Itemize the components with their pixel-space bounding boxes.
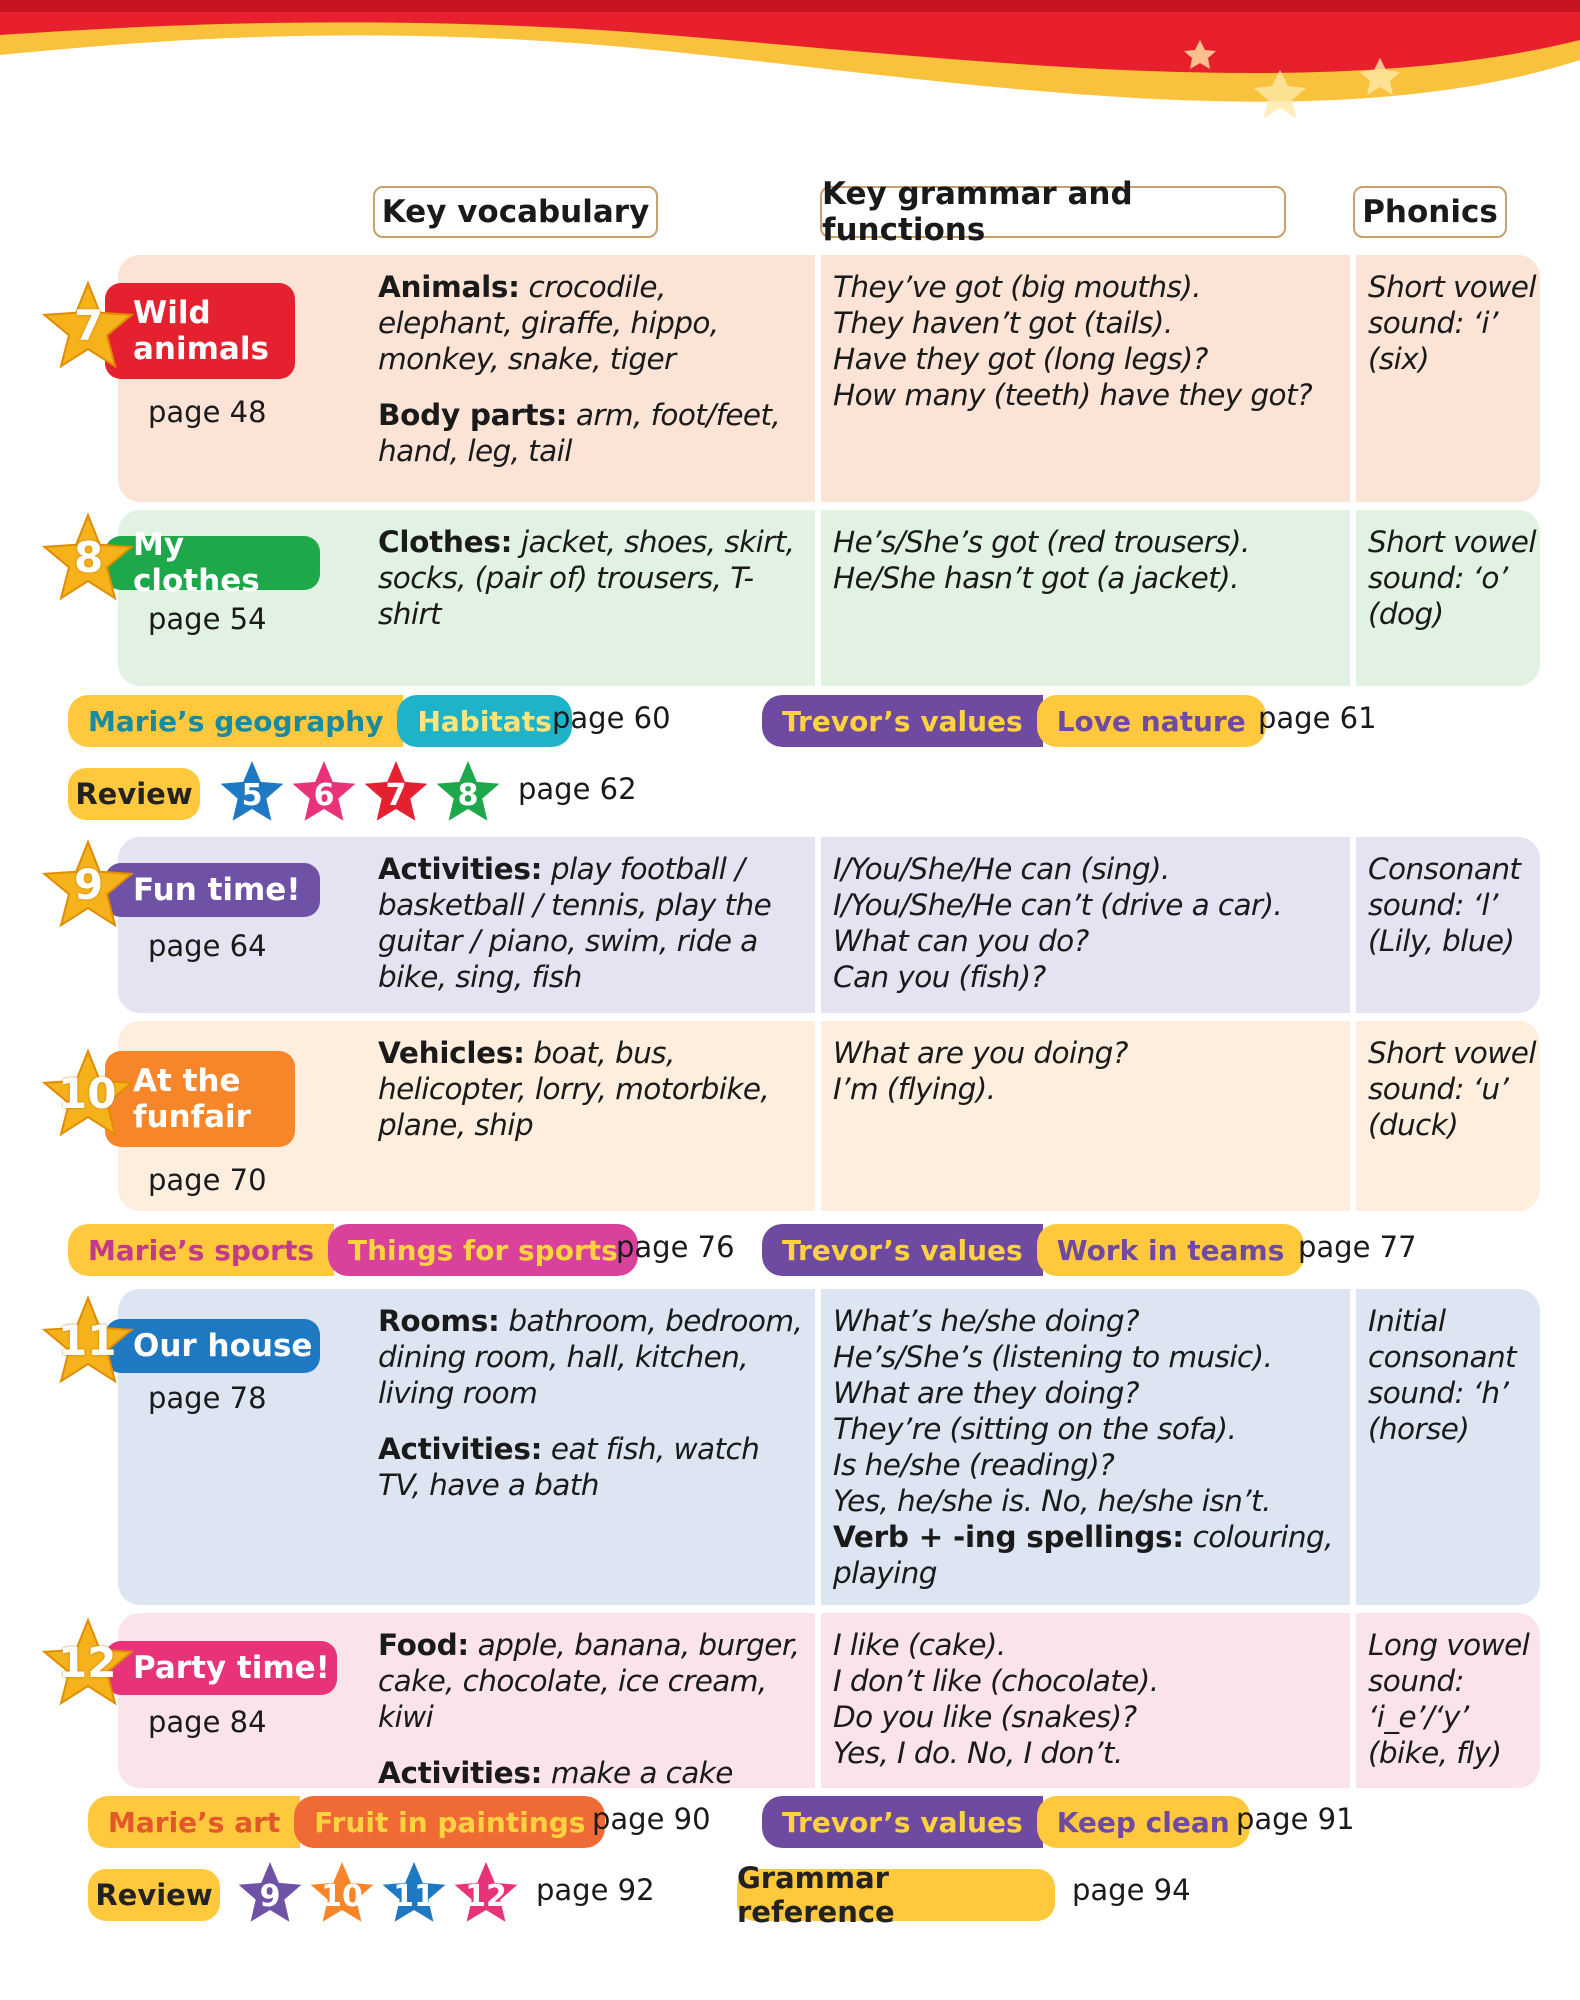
extra-lesson-strip[interactable]	[68, 695, 572, 747]
extra-lesson-strip[interactable]	[762, 1796, 1250, 1848]
grammar-line: Have they got (long legs)?	[833, 342, 1208, 376]
key-grammar-cell	[833, 1035, 1341, 1107]
vocab-entry	[378, 524, 808, 632]
review-unit-star-icon	[380, 1859, 448, 1927]
vocab-entry	[378, 1755, 808, 1791]
grammar-line: Yes, he/she is. No, he/she isn’t.	[833, 1484, 1271, 1518]
review-unit-number: 11	[393, 1879, 435, 1914]
grammar-extra	[833, 1519, 1341, 1591]
phonics-line: consonant	[1368, 1340, 1517, 1374]
grammar-line: I/You/She/He can (sing).	[833, 852, 1170, 886]
review-unit-number: 8	[457, 778, 479, 813]
unit-title-line: funfair	[133, 1099, 251, 1135]
review-unit-number: 12	[465, 1879, 507, 1914]
vocab-label: Rooms:	[378, 1304, 500, 1338]
grammar-line: He/She hasn’t got (a jacket).	[833, 561, 1239, 595]
column-divider	[815, 1021, 821, 1211]
unit-number: 9	[74, 860, 104, 909]
column-divider	[1350, 837, 1356, 1013]
strip-title: Marie’s sports	[68, 1224, 334, 1276]
key-vocabulary-cell	[378, 524, 808, 632]
unit-number: 10	[58, 1069, 117, 1118]
phonics-line: sound: ‘u’	[1368, 1072, 1509, 1106]
vocab-entry	[378, 269, 808, 377]
column-divider	[815, 1289, 821, 1605]
grammar-line: How many (teeth) have they got?	[833, 378, 1313, 412]
grammar-line: They haven’t got (tails).	[833, 306, 1173, 340]
grammar-line: I don’t like (chocolate).	[833, 1664, 1159, 1698]
vocab-entry	[378, 1035, 808, 1143]
phonics-line: Short vowel	[1368, 525, 1536, 559]
review-unit-number: 9	[259, 1879, 281, 1914]
extra-lesson-strip[interactable]	[88, 1796, 605, 1848]
review-unit-star-icon	[452, 1859, 520, 1927]
phonics-line: Long vowel	[1368, 1628, 1530, 1662]
strip-page-number[interactable]: page 60	[552, 701, 671, 735]
vocab-words: bathroom, bedroom, dining room, hall, kitchen, living room	[378, 1304, 803, 1410]
unit-page-number[interactable]: page 84	[148, 1705, 267, 1739]
strip-page-number[interactable]: page 61	[1258, 701, 1377, 735]
grammar-line: What’s he/she doing?	[833, 1304, 1140, 1338]
review-unit-number: 7	[385, 778, 407, 813]
unit-title-line: Party time!	[133, 1650, 330, 1686]
key-grammar-cell	[833, 269, 1341, 413]
vocab-entry	[378, 1431, 808, 1503]
grammar-line: I’m (flying).	[833, 1072, 996, 1106]
spacer	[378, 377, 808, 397]
spacer	[378, 1411, 808, 1431]
strip-title: Trevor’s values	[762, 1796, 1043, 1848]
unit-number: 11	[58, 1316, 117, 1365]
review-unit-number: 6	[313, 778, 335, 813]
phonics-line: sound: ‘h’	[1368, 1376, 1509, 1410]
unit-page-number[interactable]: page 48	[148, 395, 267, 429]
header-phonics: Phonics	[1353, 186, 1507, 238]
grammar-line: Yes, I do. No, I don’t.	[833, 1736, 1123, 1770]
phonics-line: (Lily, blue)	[1368, 924, 1515, 958]
phonics-line: sound: ‘l’	[1368, 888, 1498, 922]
extra-lesson-strip[interactable]	[68, 1224, 638, 1276]
unit-title-line: At the	[133, 1063, 241, 1099]
phonics-line: (dog)	[1368, 597, 1444, 631]
phonics-line: (duck)	[1368, 1108, 1459, 1142]
column-divider	[1350, 1289, 1356, 1605]
phonics-line: (bike, fly)	[1368, 1736, 1502, 1770]
key-vocabulary-cell	[378, 1627, 808, 1791]
vocab-label: Vehicles:	[378, 1036, 525, 1070]
phonics-cell	[1368, 1627, 1540, 1771]
vocab-words: make a cake	[542, 1756, 733, 1790]
column-divider	[815, 255, 821, 502]
column-divider	[1350, 255, 1356, 502]
grammar-line: I like (cake).	[833, 1628, 1006, 1662]
review-unit-star-icon	[308, 1859, 376, 1927]
strip-topic: Keep clean	[1037, 1796, 1250, 1848]
review-unit-star-icon	[236, 1859, 304, 1927]
vocab-words: arm, foot/feet, hand, leg, tail	[378, 398, 781, 468]
vocab-label: Food:	[378, 1628, 469, 1662]
strip-topic: Work in teams	[1037, 1224, 1305, 1276]
unit-title-pill[interactable]	[105, 863, 320, 917]
phonics-cell	[1368, 851, 1540, 959]
phonics-line: Short vowel	[1368, 270, 1536, 304]
grammar-reference-page-number[interactable]: page 94	[1072, 1873, 1191, 1907]
vocab-words: play football / basketball / tennis, play the guitar / piano, swim, ride a bike, sing, fish	[378, 852, 772, 994]
review-unit-number: 5	[241, 778, 263, 813]
spacer	[378, 1735, 808, 1755]
grammar-line: They’re (sitting on the sofa).	[833, 1412, 1237, 1446]
vocab-words: apple, banana, burger, cake, chocolate, ice cream, kiwi	[378, 1628, 800, 1734]
vocab-label: Animals:	[378, 270, 520, 304]
strip-title: Marie’s art	[88, 1796, 300, 1848]
vocab-words: crocodile, elephant, giraffe, hippo, monkey, snake, tiger	[378, 270, 719, 376]
unit-title-line: animals	[133, 331, 269, 367]
review-button[interactable]: Review	[68, 768, 200, 820]
review-unit-star-icon	[290, 758, 358, 826]
grammar-line: He’s/She’s got (red trousers).	[833, 525, 1250, 559]
key-grammar-cell	[833, 1303, 1341, 1591]
vocab-label: Clothes:	[378, 525, 513, 559]
unit-title-line: Fun time!	[133, 872, 301, 908]
grammar-line: They’ve got (big mouths).	[833, 270, 1201, 304]
vocab-words: eat fish, watch TV, have a bath	[378, 1432, 760, 1502]
strip-title: Trevor’s values	[762, 695, 1043, 747]
strip-topic: Fruit in paintings	[294, 1796, 605, 1848]
phonics-cell	[1368, 524, 1540, 632]
phonics-line: sound: ‘o’	[1368, 561, 1508, 595]
unit-title-line: My clothes	[133, 527, 260, 599]
header-key-grammar: Key grammar and functions	[820, 186, 1286, 238]
review-page-number[interactable]: page 62	[518, 772, 637, 806]
column-divider	[1350, 1613, 1356, 1788]
phonics-line: sound:	[1368, 1664, 1464, 1698]
key-vocabulary-cell	[378, 1303, 808, 1503]
grammar-extra-text: colouring, playing	[833, 1520, 1333, 1590]
vocab-label: Activities:	[378, 852, 543, 886]
unit-title-pill[interactable]	[105, 1319, 320, 1373]
strip-page-number[interactable]: page 90	[592, 1802, 711, 1836]
column-divider	[815, 837, 821, 1013]
key-grammar-cell	[833, 524, 1341, 596]
unit-page-number[interactable]: page 78	[148, 1381, 267, 1415]
unit-title-pill[interactable]	[105, 527, 320, 599]
unit-title-pill[interactable]	[105, 1641, 337, 1695]
key-grammar-cell	[833, 1627, 1341, 1771]
phonics-cell	[1368, 1035, 1540, 1143]
grammar-line: What are you doing?	[833, 1036, 1128, 1070]
vocab-label: Activities:	[378, 1756, 543, 1790]
grammar-line: I/You/She/He can’t (drive a car).	[833, 888, 1283, 922]
strip-page-number[interactable]: page 91	[1236, 1802, 1355, 1836]
strip-topic: Things for sports	[328, 1224, 638, 1276]
unit-title-line: Wild	[133, 295, 211, 331]
review-page-number[interactable]: page 92	[536, 1873, 655, 1907]
grammar-line: Do you like (snakes)?	[833, 1700, 1137, 1734]
phonics-line: sound: ‘i’ (six)	[1368, 306, 1498, 376]
strip-title: Trevor’s values	[762, 1224, 1043, 1276]
key-vocabulary-cell	[378, 851, 808, 995]
grammar-extra-label: Verb + -ing spellings:	[833, 1520, 1184, 1554]
review-button[interactable]: Review	[88, 1869, 220, 1921]
strip-page-number[interactable]: page 77	[1298, 1230, 1417, 1264]
vocab-label: Activities:	[378, 1432, 543, 1466]
unit-number: 7	[74, 301, 104, 350]
phonics-line: (horse)	[1368, 1412, 1470, 1446]
review-unit-number: 10	[321, 1879, 363, 1914]
vocab-words: jacket, shoes, skirt, socks, (pair of) trousers, T-shirt	[378, 525, 795, 631]
vocab-entry	[378, 1627, 808, 1735]
extra-lesson-strip[interactable]	[762, 695, 1266, 747]
header-key-vocabulary: Key vocabulary	[373, 186, 658, 238]
vocab-entry	[378, 397, 808, 469]
strip-title: Marie’s geography	[68, 695, 403, 747]
grammar-line: He’s/She’s (listening to music). What are they doing?	[833, 1340, 1273, 1410]
phonics-line: Short vowel	[1368, 1036, 1536, 1070]
vocab-entry	[378, 851, 808, 995]
phonics-line: Consonant	[1368, 852, 1521, 886]
vocab-entry	[378, 1303, 808, 1411]
review-unit-star-icon	[218, 758, 286, 826]
unit-page-number[interactable]: page 64	[148, 929, 267, 963]
key-grammar-cell	[833, 851, 1341, 995]
extra-lesson-strip[interactable]	[762, 1224, 1304, 1276]
grammar-line: Is he/she (reading)?	[833, 1448, 1115, 1482]
phonics-line: ‘i_e’/‘y’	[1368, 1700, 1469, 1734]
strip-topic: Love nature	[1037, 695, 1266, 747]
unit-page-number[interactable]: page 54	[148, 602, 267, 636]
grammar-line: What can you do?	[833, 924, 1089, 958]
column-divider	[815, 510, 821, 686]
vocab-label: Body parts:	[378, 398, 568, 432]
unit-page-number[interactable]: page 70	[148, 1163, 267, 1197]
unit-number: 12	[58, 1638, 117, 1687]
phonics-line: Initial	[1368, 1304, 1446, 1338]
strip-page-number[interactable]: page 76	[616, 1230, 735, 1264]
key-vocabulary-cell	[378, 1035, 808, 1143]
unit-number: 8	[74, 533, 104, 582]
grammar-line: Can you (fish)?	[833, 960, 1046, 994]
review-unit-star-icon	[434, 758, 502, 826]
strip-topic: Habitats	[397, 695, 571, 747]
grammar-reference-button[interactable]: Grammar reference	[737, 1869, 1055, 1921]
column-divider	[815, 1613, 821, 1788]
key-vocabulary-cell	[378, 269, 808, 469]
phonics-cell	[1368, 269, 1540, 377]
column-divider	[1350, 1021, 1356, 1211]
column-divider	[1350, 510, 1356, 686]
review-unit-star-icon	[362, 758, 430, 826]
top-banner	[0, 0, 1580, 140]
phonics-cell	[1368, 1303, 1540, 1447]
vocab-words: boat, bus, helicopter, lorry, motorbike, plane, ship	[378, 1036, 770, 1142]
unit-title-line: Our house	[133, 1328, 313, 1364]
